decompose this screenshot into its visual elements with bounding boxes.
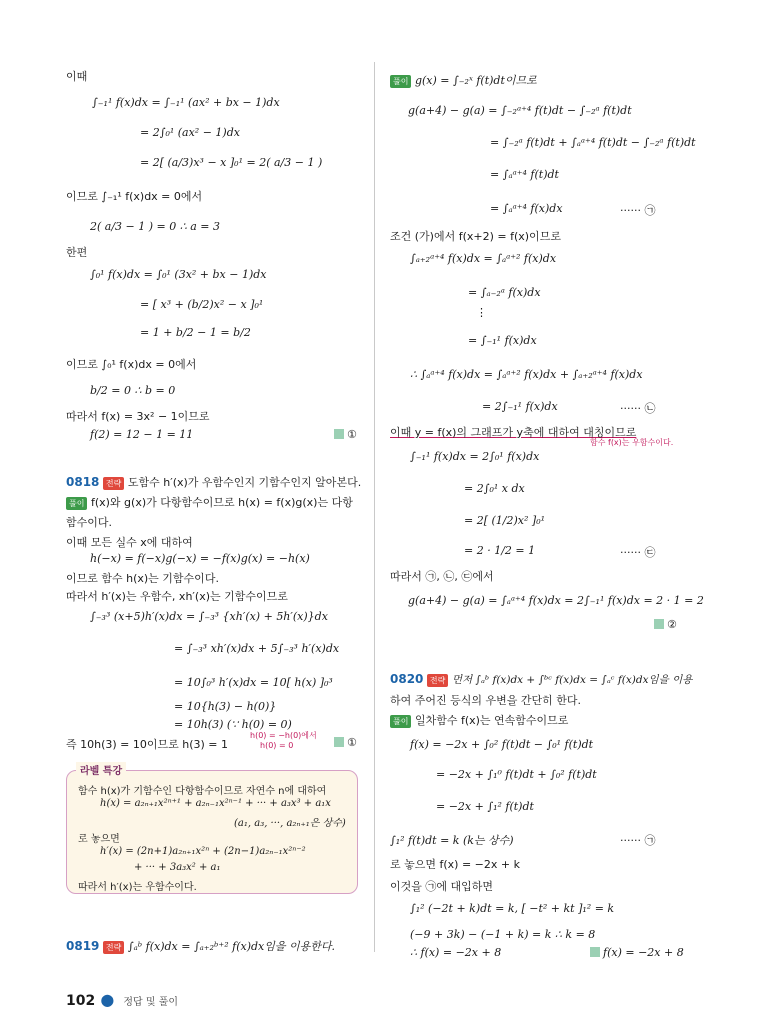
equation-line: = 2∫₀¹ (ax² − 1)dx — [140, 126, 240, 139]
equation-line: ∫₋₁¹ f(x)dx = ∫₋₁¹ (ax² + bx − 1)dx — [92, 96, 280, 109]
equation-line: ∫₁² (−2t + k)dt = k, [ −t² + kt ]₁² = k — [410, 902, 615, 915]
answer-value: ② — [667, 618, 677, 631]
equation-line: = ∫₋₃³ xh′(x)dx + 5∫₋₃³ h′(x)dx — [174, 642, 340, 655]
equation-line: = 2∫₋₁¹ f(x)dx — [482, 400, 558, 413]
note-annotation: h(0) = −h(0)에서 — [250, 731, 317, 740]
text-line: 따라서 ㉠, ㉡, ㉢에서 — [390, 570, 494, 583]
tip-line: 따라서 h′(x)는 우함수이다. — [78, 882, 197, 893]
equation-line: f(x) = −2x + ∫₀² f(t)dt − ∫₀¹ f(t)dt — [410, 738, 594, 751]
equation-line: ∴ f(x) = −2x + 8 — [410, 946, 502, 959]
solution-text: g(x) = ∫₋₂ˣ f(t)dt이므로 — [414, 74, 537, 87]
answer-value: ① — [347, 428, 357, 441]
problem-number: 0819 — [66, 939, 100, 953]
problem-number: 0818 — [66, 475, 100, 489]
text-line: 한편 — [66, 246, 88, 259]
equation-line: = 2 · 1/2 = 1 — [464, 544, 536, 557]
text-line: 함수이다. — [66, 516, 113, 529]
strategy-text: ∫ₐᵇ f(x)dx = ∫ₐ₊₂ᵇ⁺² f(x)dx임을 이용한다. — [127, 940, 335, 953]
equation-line: = ∫₋₁¹ f(x)dx — [468, 334, 537, 347]
equation-line: ∴ ∫ₐᵃ⁺⁴ f(x)dx = ∫ₐᵃ⁺² f(x)dx + ∫ₐ₊₂ᵃ⁺⁴ f(x)dx — [410, 368, 643, 381]
text-line: 이때 y = f(x)의 그래프가 y축에 대하여 대칭이므로 — [390, 426, 637, 439]
strategy-badge: 전략 — [427, 674, 448, 687]
solution-text: 일차함수 f(x)는 연속함수이므로 — [414, 714, 569, 727]
strategy-text: 도함수 h′(x)가 우함수인지 기함수인지 알아본다. — [127, 476, 362, 489]
equation-line: g(a+4) − g(a) = ∫₋₂ᵃ⁺⁴ f(t)dt − ∫₋₂ᵃ f(t)dt — [408, 104, 632, 117]
solution-line — [390, 712, 568, 728]
equation-line: = 10∫₀³ h′(x)dx = 10[ h(x) ]₀³ — [174, 676, 333, 689]
equation-line: = −2x + ∫₁² f(t)dt — [436, 800, 534, 813]
equation-tag: ······ ㉠ — [620, 834, 656, 847]
page-footer — [66, 990, 178, 1009]
equation-line: h(−x) = f(−x)g(−x) = −f(x)g(x) = −h(x) — [90, 552, 310, 565]
answer-mark — [334, 736, 357, 749]
text-line: 이므로 ∫₀¹ f(x)dx = 0에서 — [66, 358, 197, 371]
answer-box-icon — [654, 619, 664, 629]
page-number: 102 — [66, 993, 96, 1009]
equation-line: ∫ₐ₊₂ᵃ⁺⁴ f(x)dx = ∫ₐᵃ⁺² f(x)dx — [410, 252, 557, 265]
text-line: 이것을 ㉠에 대입하면 — [390, 880, 494, 893]
equation-line: = 2[ (a/3)x³ − x ]₀¹ = 2( a/3 − 1 ) — [140, 156, 323, 169]
text-line: 이므로 ∫₋₁¹ f(x)dx = 0에서 — [66, 190, 203, 203]
solution-badge: 풀이 — [390, 715, 411, 728]
answer-mark — [590, 946, 684, 959]
tip-line: + ··· + 3a₃x² + a₁ — [134, 862, 221, 873]
note-annotation: h(0) = 0 — [260, 741, 294, 750]
answer-value: f(x) = −2x + 8 — [603, 946, 684, 959]
text-line: 이때 모든 실수 x에 대하여 — [66, 536, 193, 549]
tip-line: h(x) = a₂ₙ₊₁x²ⁿ⁺¹ + a₂ₙ₋₁x²ⁿ⁻¹ + ··· + a₃x³ + a₁x — [100, 798, 331, 809]
tip-line: (a₁, a₃, ···, a₂ₙ₊₁은 상수) — [234, 818, 346, 829]
answer-mark — [334, 428, 357, 441]
note-annotation: 함수 f(x)는 우함수이다. — [590, 438, 674, 447]
column-divider — [374, 62, 375, 952]
equation-tag: ······ ㉢ — [620, 546, 656, 559]
answer-box-icon — [334, 737, 344, 747]
tip-line: 함수 h(x)가 기함수인 다항함수이므로 자연수 n에 대하여 — [78, 786, 327, 797]
equation-tag: ······ ㉡ — [620, 402, 656, 415]
solution-text: f(x)와 g(x)가 다항함수이므로 h(x) = f(x)g(x)는 다항 — [90, 496, 353, 509]
equation-line: (−9 + 3k) − (−1 + k) = k ∴ k = 8 — [410, 928, 596, 941]
equation-line: g(a+4) − g(a) = ∫ₐᵃ⁺⁴ f(x)dx = 2∫₋₁¹ f(x)dx = 2 · 1 = 2 — [408, 594, 704, 607]
solution-badge: 풀이 — [390, 75, 411, 88]
equation-line: b/2 = 0 ∴ b = 0 — [90, 384, 176, 397]
equation-line: = −2x + ∫₁⁰ f(t)dt + ∫₀² f(t)dt — [436, 768, 597, 781]
text-line: 조건 (가)에서 f(x+2) = f(x)이므로 — [390, 230, 561, 243]
solution-line — [66, 494, 353, 510]
strategy-text: 먼저 ∫ₐᵇ f(x)dx + ∫ᵇᶜ f(x)dx = ∫ₐᶜ f(x)dx임을 이용 — [451, 674, 693, 686]
equation-line: = 10{h(3) − h(0)} — [174, 700, 277, 713]
equation-line: = ∫₋₂ᵃ f(t)dt + ∫ₐᵃ⁺⁴ f(t)dt − ∫₋₂ᵃ f(t)dt — [490, 136, 696, 149]
equation-tag: ······ ㉠ — [620, 204, 656, 217]
text-line: 하여 주어진 등식의 우변을 간단히 한다. — [390, 694, 581, 707]
footer-label: 정답 및 풀이 — [123, 997, 179, 1008]
answer-mark — [654, 618, 677, 631]
equation-line: f(2) = 12 − 1 = 11 — [90, 428, 194, 441]
equation-line: ∫₀¹ f(x)dx = ∫₀¹ (3x² + bx − 1)dx — [90, 268, 267, 281]
problem-header — [390, 672, 692, 687]
equation-line: 2( a/3 − 1 ) = 0 ∴ a = 3 — [90, 220, 221, 233]
text-line: 따라서 h′(x)는 우함수, xh′(x)는 기함수이므로 — [66, 590, 288, 603]
problem-header — [66, 474, 361, 490]
equation-line: = 10h(3) (∵ h(0) = 0) — [174, 718, 292, 731]
strategy-badge: 전략 — [103, 941, 124, 954]
strategy-badge: 전략 — [103, 477, 124, 490]
problem-number: 0820 — [390, 672, 424, 686]
text-line: 따라서 f(x) = 3x² − 1이므로 — [66, 410, 210, 423]
tip-line: 로 놓으면 — [78, 834, 120, 845]
equation-line: = 2[ (1/2)x² ]₀¹ — [464, 514, 546, 527]
answer-box-icon — [334, 429, 344, 439]
equation-line: = [ x³ + (b/2)x² − x ]₀¹ — [140, 298, 264, 311]
answer-value: ① — [347, 736, 357, 749]
equation-line: = 1 + b/2 − 1 = b/2 — [140, 326, 251, 339]
text-line: 즉 10h(3) = 10이므로 h(3) = 1 — [66, 738, 229, 751]
answer-box-icon — [590, 947, 600, 957]
ellipsis: ⋮ — [476, 306, 487, 319]
text-line: 이때 — [66, 70, 88, 83]
solution-line — [390, 72, 537, 88]
text-line: 로 놓으면 f(x) = −2x + k — [390, 858, 520, 871]
equation-line: = 2∫₀¹ x dx — [464, 482, 525, 495]
bullet-icon: ● — [100, 990, 115, 1009]
equation-line: = ∫ₐ₋₂ᵃ f(x)dx — [468, 286, 541, 299]
text-line: 이므로 함수 h(x)는 기함수이다. — [66, 572, 219, 585]
equation-line: = ∫ₐᵃ⁺⁴ f(t)dt — [490, 168, 559, 181]
tip-label: 라벨 특강 — [76, 762, 126, 777]
equation-line: ∫₋₃³ (x+5)h′(x)dx = ∫₋₃³ {xh′(x) + 5h′(x)}dx — [90, 610, 328, 623]
equation-line: ∫₁² f(t)dt = k (k는 상수) — [390, 834, 514, 847]
solution-badge: 풀이 — [66, 497, 87, 510]
problem-header — [66, 938, 335, 954]
tip-line: h′(x) = (2n+1)a₂ₙ₊₁x²ⁿ + (2n−1)a₂ₙ₋₁x²ⁿ⁻² — [100, 846, 306, 857]
equation-line: = ∫ₐᵃ⁺⁴ f(x)dx — [490, 202, 563, 215]
equation-line: ∫₋₁¹ f(x)dx = 2∫₀¹ f(x)dx — [410, 450, 540, 463]
